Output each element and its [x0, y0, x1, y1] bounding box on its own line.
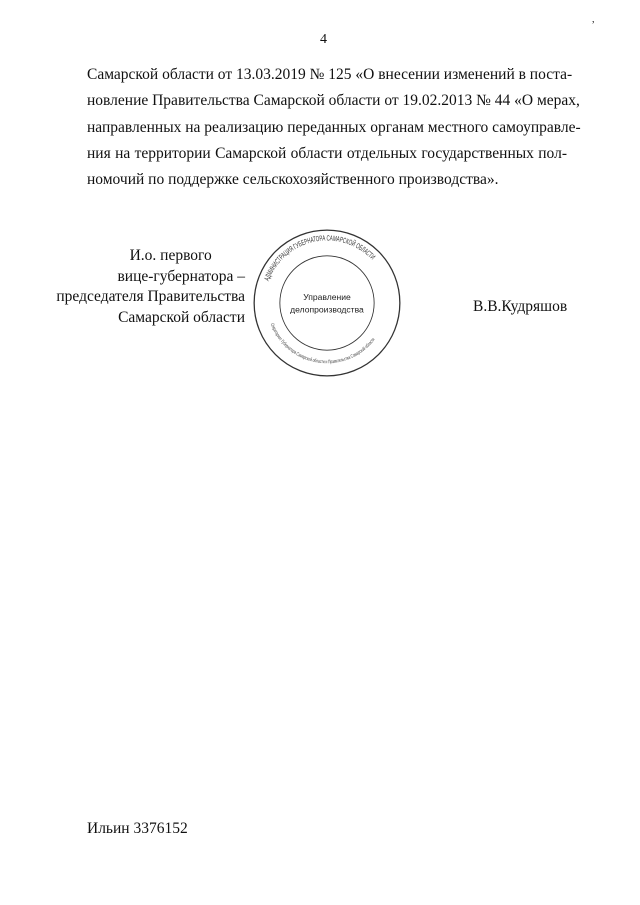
svg-text:Секретариат Губернатора Самарс	[269, 322, 377, 365]
scan-speck: ,	[592, 14, 595, 25]
body-paragraph	[87, 62, 581, 193]
position-line: И.о. первого	[129, 247, 212, 264]
svg-text:АДМИНИСТРАЦИЯ ГУБЕРНАТОРА САМА	[262, 233, 377, 282]
body-line: новление Правительства Самарской области от 19.02.2013 № 44 «О мерах,	[87, 92, 580, 110]
body-line: ния на территории Самарской области отдельных государственных пол-	[87, 144, 567, 162]
signature-position	[56, 246, 245, 328]
executor-info: Ильин 3376152	[87, 820, 188, 837]
position-line: Самарской области	[118, 308, 245, 326]
stamp-center-2: делопроизводства	[290, 304, 364, 315]
page-number: 4	[320, 32, 327, 47]
official-stamp	[252, 228, 402, 378]
body-line: направленных на реализацию переданных органам местного самоуправле-	[87, 118, 581, 136]
stamp-outer-text: АДМИНИСТРАЦИЯ ГУБЕРНАТОРА САМАРСКОЙ ОБЛАСТИ	[262, 233, 379, 283]
signatory-name: В.В.Кудряшов	[473, 298, 568, 315]
body-line: номочий по поддержке сельскохозяйственного производства».	[87, 171, 499, 189]
body-line: Самарской области от 13.03.2019 № 125 «О внесении изменений в поста-	[87, 66, 573, 83]
stamp-inner-text: Секретариат Губернатора Самарской области и Правительства Самарской области	[268, 322, 378, 366]
position-line: председателя Правительства	[56, 288, 245, 305]
stamp-center-1: Управление	[303, 291, 351, 302]
position-line: вице-губернатора –	[117, 267, 245, 285]
